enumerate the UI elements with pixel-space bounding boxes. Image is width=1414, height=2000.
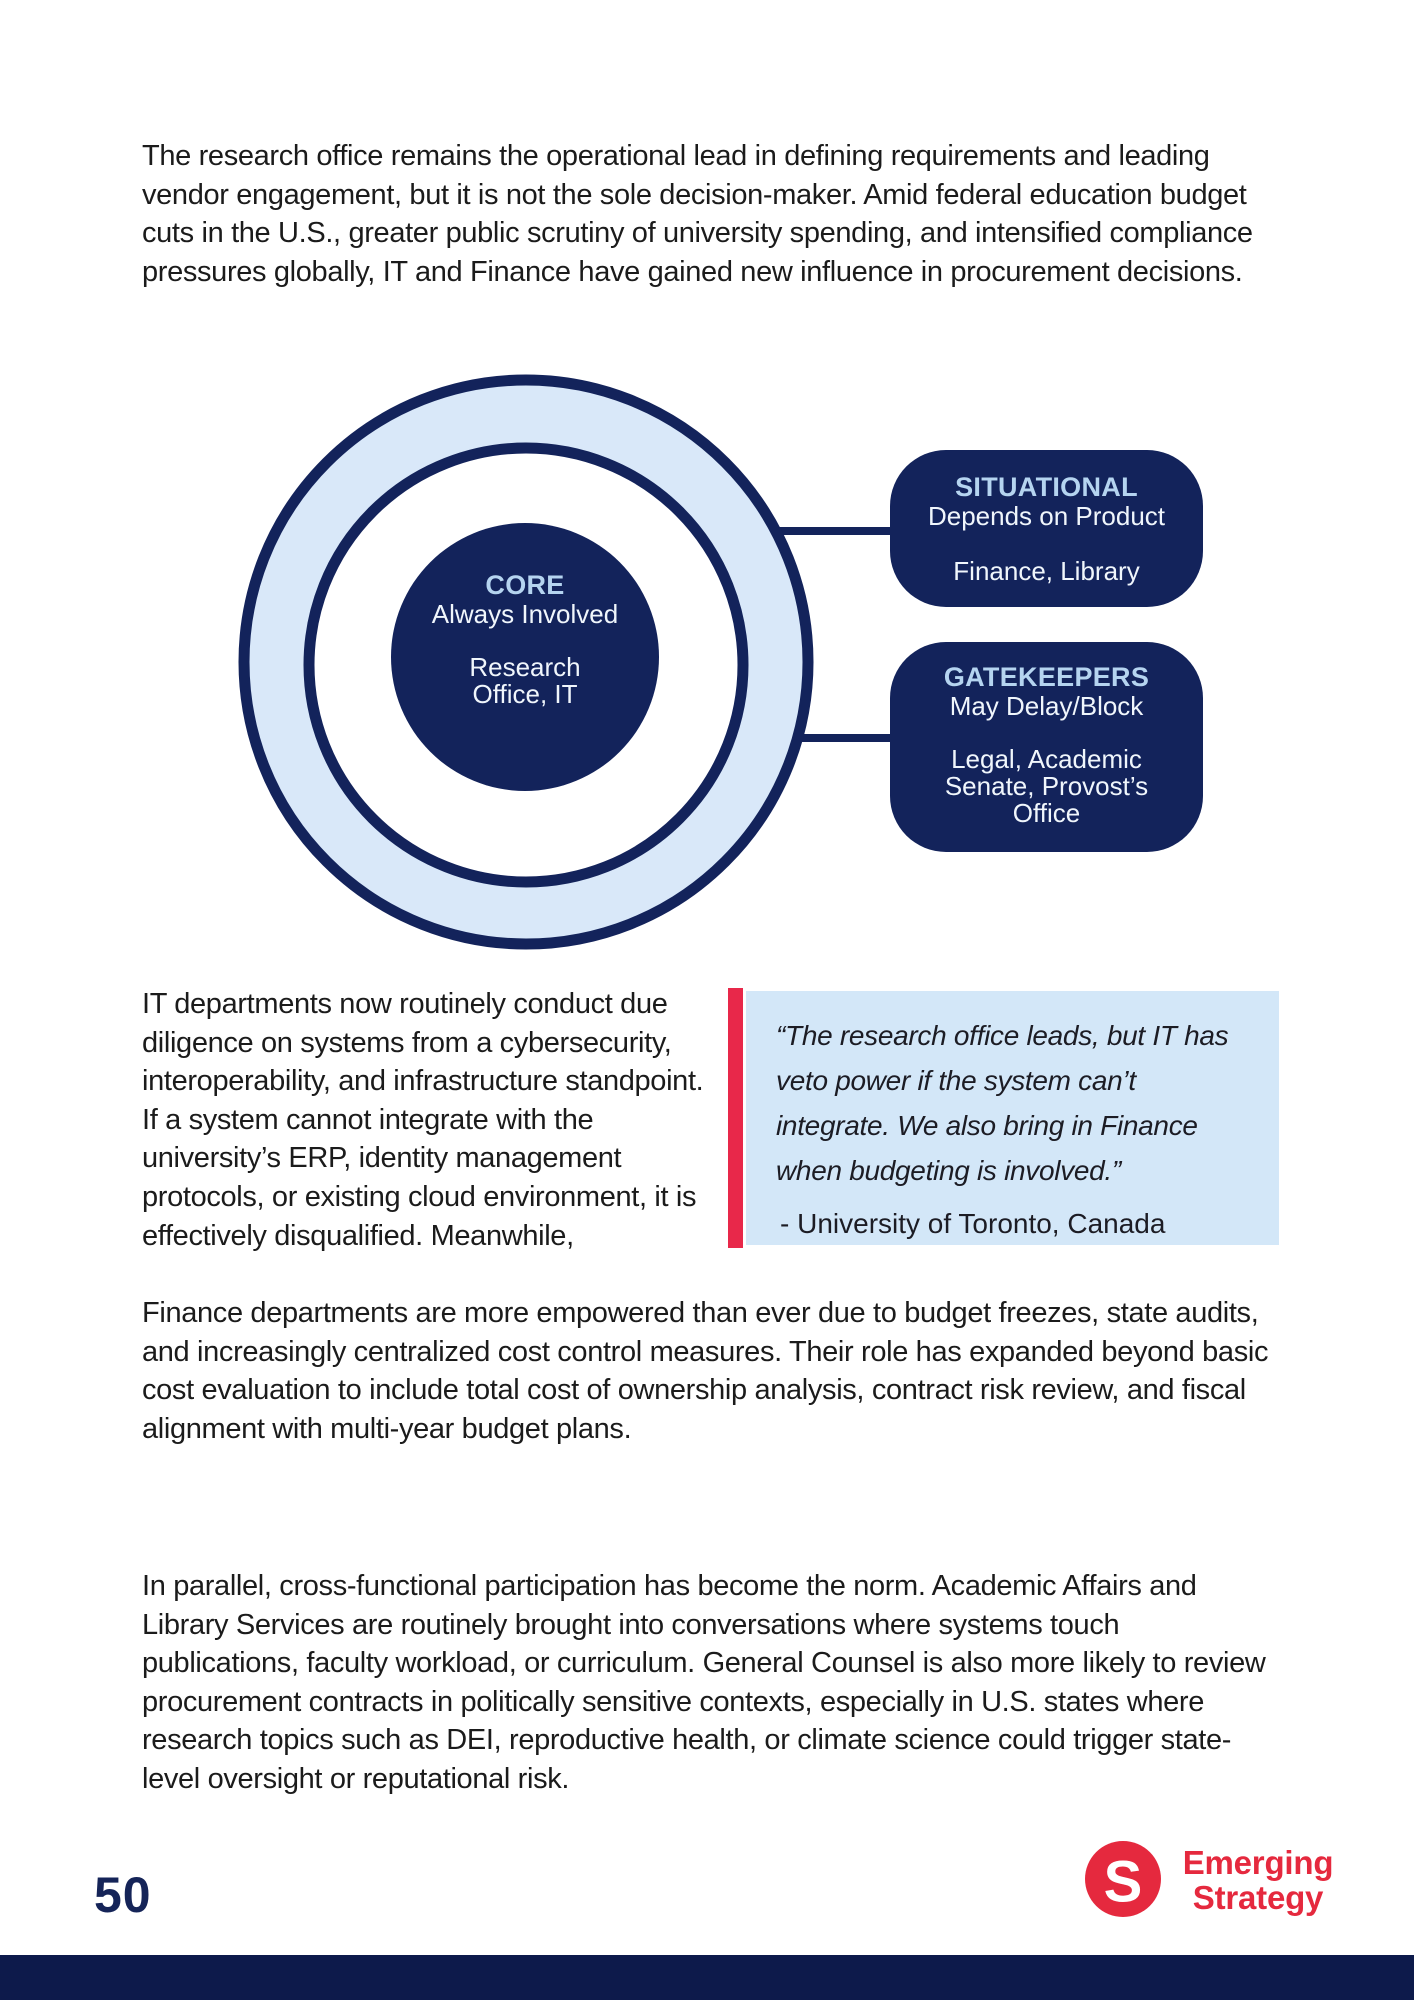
situational-label-group (890, 472, 1203, 585)
situational-subtitle: Depends on Product (927, 501, 1166, 531)
pull-quote-text: “The research office leads, but IT has veto power if the system can’t integrate. We also bring in Finance when budgeting is involved.” (776, 1020, 1229, 1186)
situational-members: Finance, Library (953, 556, 1140, 586)
gatekeepers-label-group (890, 662, 1203, 827)
pull-quote-attribution: - University of Toronto, Canada (780, 1208, 1166, 1239)
intro-paragraph: The research office remains the operational lead in defining requirements and leading vendor engagement, but it is not the sole decision-maker. Amid federal education budget cuts in the U.S., greater public scrutiny of university spending, and intensified compliance pressures globally, IT and Finance have gained new influence in procurement decisions. (142, 140, 1253, 288)
situational-title: SITUATIONAL (955, 472, 1138, 502)
logo-s-icon (1084, 1840, 1162, 1918)
closing-paragraph: In parallel, cross-functional participation has become the norm. Academic Affairs and Library Services are routinely brought into conversations where systems touch publications, faculty workload, or curriculum. General Counsel is also more likely to review procurement contracts in politically sensitive contexts, especially in U.S. states where research topics such as DEI, reproductive health, or climate science could trigger state-level oversight or reputational risk. (142, 1570, 1266, 1795)
core-title: CORE (485, 570, 565, 600)
footer-bar (0, 1955, 1414, 2000)
gatekeepers-subtitle: May Delay/Block (949, 691, 1144, 721)
core-members: Research Office, IT (469, 652, 581, 709)
page-number: 50 (94, 1867, 152, 1923)
gatekeepers-members: Legal, Academic Senate, Provost’s Office (944, 744, 1149, 828)
logo-wordmark-line1: Emerging (1182, 1844, 1334, 1881)
quote-accent-bar (728, 988, 743, 1248)
gatekeepers-title: GATEKEEPERS (943, 662, 1150, 692)
logo-monogram: S (1103, 1849, 1143, 1915)
core-subtitle: Always Involved (431, 599, 619, 629)
logo-wordmark-line2: Strategy (1192, 1879, 1324, 1916)
continuation-paragraph: Finance departments are more empowered than ever due to budget freezes, state audits, and increasingly centralized cost control measures. Their role has expanded beyond basic cost evaluation to include total cost of ownership analysis, contract risk review, and fiscal alignment with multi-year budget plans. (142, 1297, 1269, 1445)
logo-wordmark (1168, 1845, 1348, 1915)
column-paragraph: IT departments now routinely conduct due diligence on systems from a cybersecurity, interoperability, and infrastructure standpoint. If a system cannot integrate with the university’s ERP, identity management protocols, or existing cloud environment, it is effectively disqualified. Meanwhile, (142, 988, 704, 1252)
stakeholder-rings-diagram (0, 360, 1414, 960)
core-label-group (415, 570, 635, 708)
pull-quote (746, 991, 1279, 1245)
